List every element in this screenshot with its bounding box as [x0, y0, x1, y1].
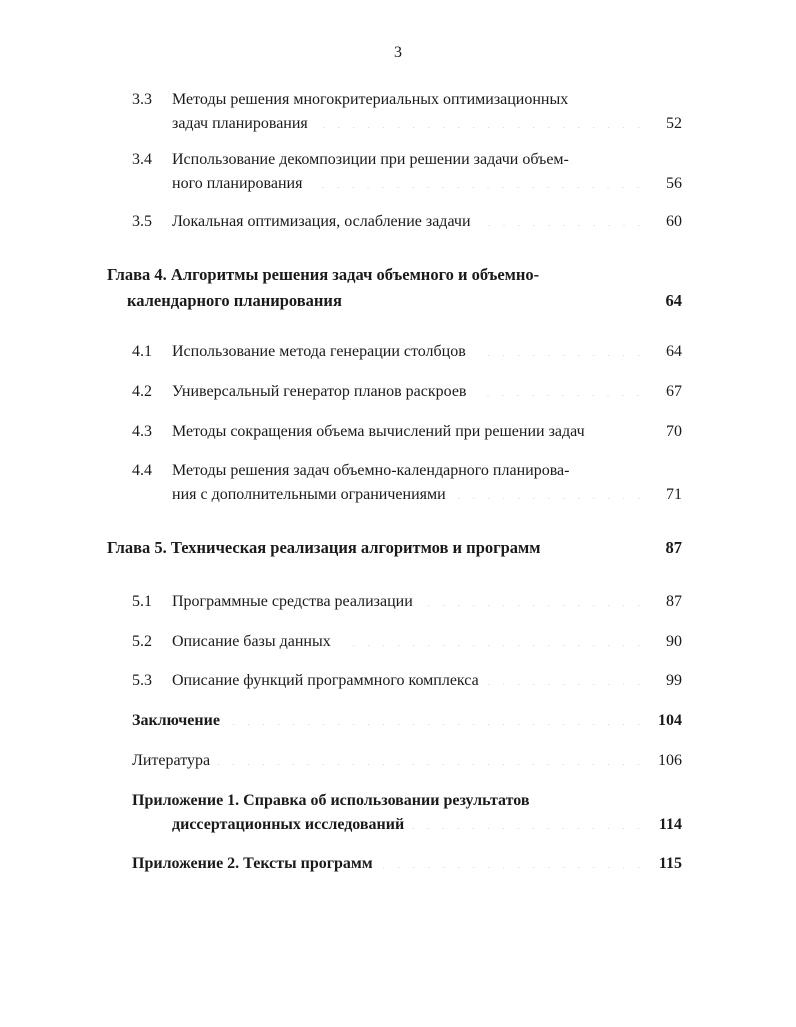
entry-title	[172, 88, 682, 136]
chapter-page: 64	[665, 291, 682, 310]
entry-title-line: Использование декомпозиции при решении задачи объем-	[172, 151, 569, 168]
entry-number: 4.1	[132, 343, 152, 360]
chapter-title-line: Глава 4. Алгоритмы решения задач объемного и объемно-	[107, 265, 540, 284]
entry-page: 90	[666, 633, 682, 650]
entry-title	[172, 380, 682, 404]
entry-number: 5.1	[132, 593, 152, 610]
leader-dots	[316, 112, 646, 128]
entry-page: 115	[658, 855, 682, 872]
entry-page: 64	[666, 343, 682, 360]
entry-number: 3.5	[132, 213, 152, 230]
entry-title	[132, 852, 682, 876]
chapter-title-line: Глава 5. Техническая реализация алгоритмов и программ	[107, 538, 541, 557]
entry-title-line: Локальная оптимизация, ослабление задачи	[172, 213, 471, 230]
entry-title	[172, 340, 682, 364]
entry-title-line: Приложение 2. Тексты программ	[132, 855, 373, 872]
entry-title-line: Методы решения многокритериальных оптимизационных	[172, 91, 569, 108]
entry-page: 52	[666, 115, 682, 132]
leader-dots	[310, 172, 646, 188]
entry-page: 104	[658, 712, 682, 729]
entry-page: 114	[658, 816, 682, 833]
entry-number: 3.4	[132, 151, 152, 168]
entry-title	[172, 459, 682, 507]
entry-number: 4.2	[132, 383, 152, 400]
entry-page: 60	[666, 213, 682, 230]
leader-dots	[421, 590, 646, 606]
entry-page: 67	[666, 383, 682, 400]
entry-title-line: Методы решения задач объемно-календарного планирова-	[172, 462, 570, 479]
entry-title-line: ного планирования	[172, 175, 303, 192]
entry-number: 5.3	[132, 672, 152, 689]
entry-title	[132, 789, 682, 837]
entry-title-line: Методы сокращения объема вычислений при решении задач	[172, 423, 585, 440]
leader-dots	[479, 210, 646, 226]
leader-dots	[339, 630, 646, 646]
entry-page: 106	[658, 752, 682, 769]
entry-title	[172, 669, 682, 693]
chapter-4-heading	[107, 262, 682, 314]
entry-title-line: ния с дополнительными ограничениями	[172, 486, 446, 503]
entry-title	[172, 590, 682, 614]
leader-dots	[487, 669, 646, 685]
chapter-page: 87	[665, 538, 682, 557]
entry-title-line: Описание базы данных	[172, 633, 331, 650]
entry-title	[172, 420, 682, 444]
entry-title-line: Заключение	[132, 712, 220, 729]
leader-dots	[474, 380, 646, 396]
leader-dots	[474, 340, 646, 356]
page-number: 3	[394, 44, 402, 61]
chapter-5-heading	[107, 535, 682, 561]
leader-dots	[218, 749, 646, 765]
entry-title	[172, 148, 682, 196]
entry-title-line: Описание функций программного комплекса	[172, 672, 479, 689]
entry-page: 87	[666, 593, 682, 610]
entry-number: 5.2	[132, 633, 152, 650]
leader-dots	[228, 709, 646, 725]
entry-page: 56	[666, 175, 682, 192]
entry-title-line: Программные средства реализации	[172, 593, 413, 610]
entry-title	[132, 749, 682, 773]
entry-title	[172, 210, 682, 234]
chapter-title-line: календарного планирования	[127, 291, 342, 310]
entry-page: 71	[666, 486, 682, 503]
entry-title	[132, 709, 682, 733]
entry-number: 3.3	[132, 91, 152, 108]
entry-title-line: диссертационных исследований	[172, 816, 405, 833]
entry-title	[172, 630, 682, 654]
entry-number: 4.3	[132, 423, 152, 440]
leader-dots	[454, 483, 646, 499]
entry-page: 99	[666, 672, 682, 689]
leader-dots	[381, 852, 646, 868]
entry-title-line: Использование метода генерации столбцов	[172, 343, 466, 360]
entry-number: 4.4	[132, 462, 152, 479]
entry-page: 70	[666, 423, 682, 440]
leader-dots	[412, 813, 646, 829]
entry-title-line: задач планирования	[172, 115, 308, 132]
entry-title-line: Приложение 1. Справка об использовании результатов	[132, 792, 530, 809]
entry-title-line: Универсальный генератор планов раскроев	[172, 383, 467, 400]
entry-title-line: Литература	[132, 752, 211, 769]
